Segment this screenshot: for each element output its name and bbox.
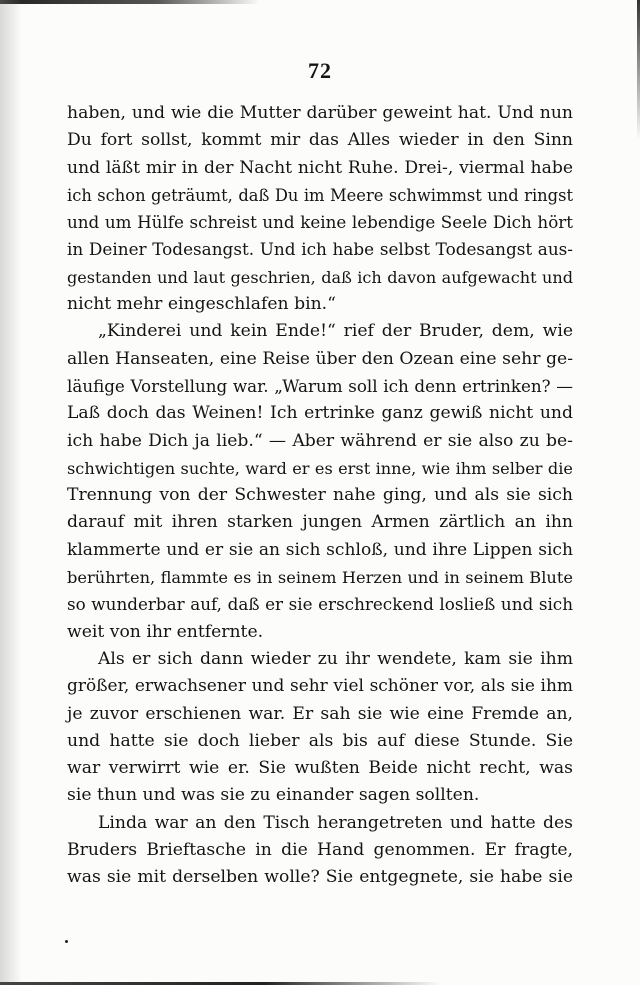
page-number: 72: [308, 58, 332, 83]
text-line: gestanden und laut geschrien, daß ich davon aufgewacht und: [67, 267, 573, 287]
text-line: ich schon geträumt, daß Du im Meere schwimmst und ringst: [67, 185, 573, 205]
text-line: war verwirrt wie er. Sie wußten Beide nicht recht, was: [67, 758, 573, 779]
text-line: allen Hanseaten, eine Reise über den Ozean eine sehr ge-: [67, 348, 573, 369]
scan-edge-top: [0, 0, 260, 4]
text-line: klammerte und er sie an sich schloß, und ihre Lippen sich: [67, 539, 573, 560]
paragraph: [67, 646, 573, 810]
text-line: Als er sich dann wieder zu ihr wendete, kam sie ihm: [98, 648, 573, 669]
text-line: in Deiner Todesangst. Und ich habe selbst Todesangst aus-: [67, 239, 573, 260]
text-line: was sie mit derselben wolle? Sie entgegnete, sie habe sie: [67, 867, 573, 888]
text-line: und um Hülfe schreist und keine lebendige Seele Dich hört: [67, 212, 573, 233]
text-line: „Kinderei und kein Ende!“ rief der Bruder, dem, wie: [98, 321, 573, 342]
text-line: Linda war an den Tisch herangetreten und hatte des: [98, 812, 573, 833]
text-line: je zuvor erschienen war. Er sah sie wie eine Fremde an,: [67, 703, 573, 724]
text-line: und hatte sie doch lieber als bis auf diese Stunde. Sie: [67, 730, 573, 751]
scan-edge-left: [0, 0, 22, 985]
text-line: schwichtigen suchte, ward er es erst inne, wie ihm selber die: [67, 458, 573, 478]
text-line: so wunderbar auf, daß er sie erschreckend losließ und sich: [67, 594, 573, 615]
text-line: Du fort sollst, kommt mir das Alles wieder in den Sinn: [67, 130, 573, 151]
text-line: größer, erwachsener und sehr viel schöner vor, als sie ihm: [67, 676, 573, 697]
text-line: ich habe Dich ja lieb.“ — Aber während er sie also zu be-: [67, 430, 573, 451]
text-line: berührten, flammte es in seinem Herzen und in seinem Blute: [67, 568, 573, 588]
body-text: [67, 100, 573, 892]
paragraph: [67, 318, 573, 646]
text-line: weit von ihr entfernte.: [67, 621, 264, 642]
ink-speck: [65, 940, 68, 943]
text-line: und läßt mir in der Nacht nicht Ruhe. Drei-, viermal habe: [67, 157, 573, 178]
text-line: Trennung von der Schwester nahe ging, und als sie sich: [67, 485, 573, 506]
paragraph: [67, 810, 573, 892]
text-line: Bruders Brieftasche in die Hand genommen. Er fragte,: [67, 840, 573, 861]
text-line: nicht mehr eingeschlafen bin.“: [67, 294, 336, 315]
text-line: läufige Vorstellung war. „Warum soll ich denn ertrinken? —: [67, 375, 573, 396]
text-line: Laß doch das Weinen! Ich ertrinke ganz gewiß nicht und: [67, 403, 573, 424]
text-line: sie thun und was sie zu einander sagen sollten.: [67, 785, 480, 806]
text-line: darauf mit ihren starken jungen Armen zärtlich an ihn: [67, 512, 573, 533]
paragraph: [67, 100, 573, 318]
text-line: haben, und wie die Mutter darüber geweint hat. Und nun: [67, 103, 573, 123]
